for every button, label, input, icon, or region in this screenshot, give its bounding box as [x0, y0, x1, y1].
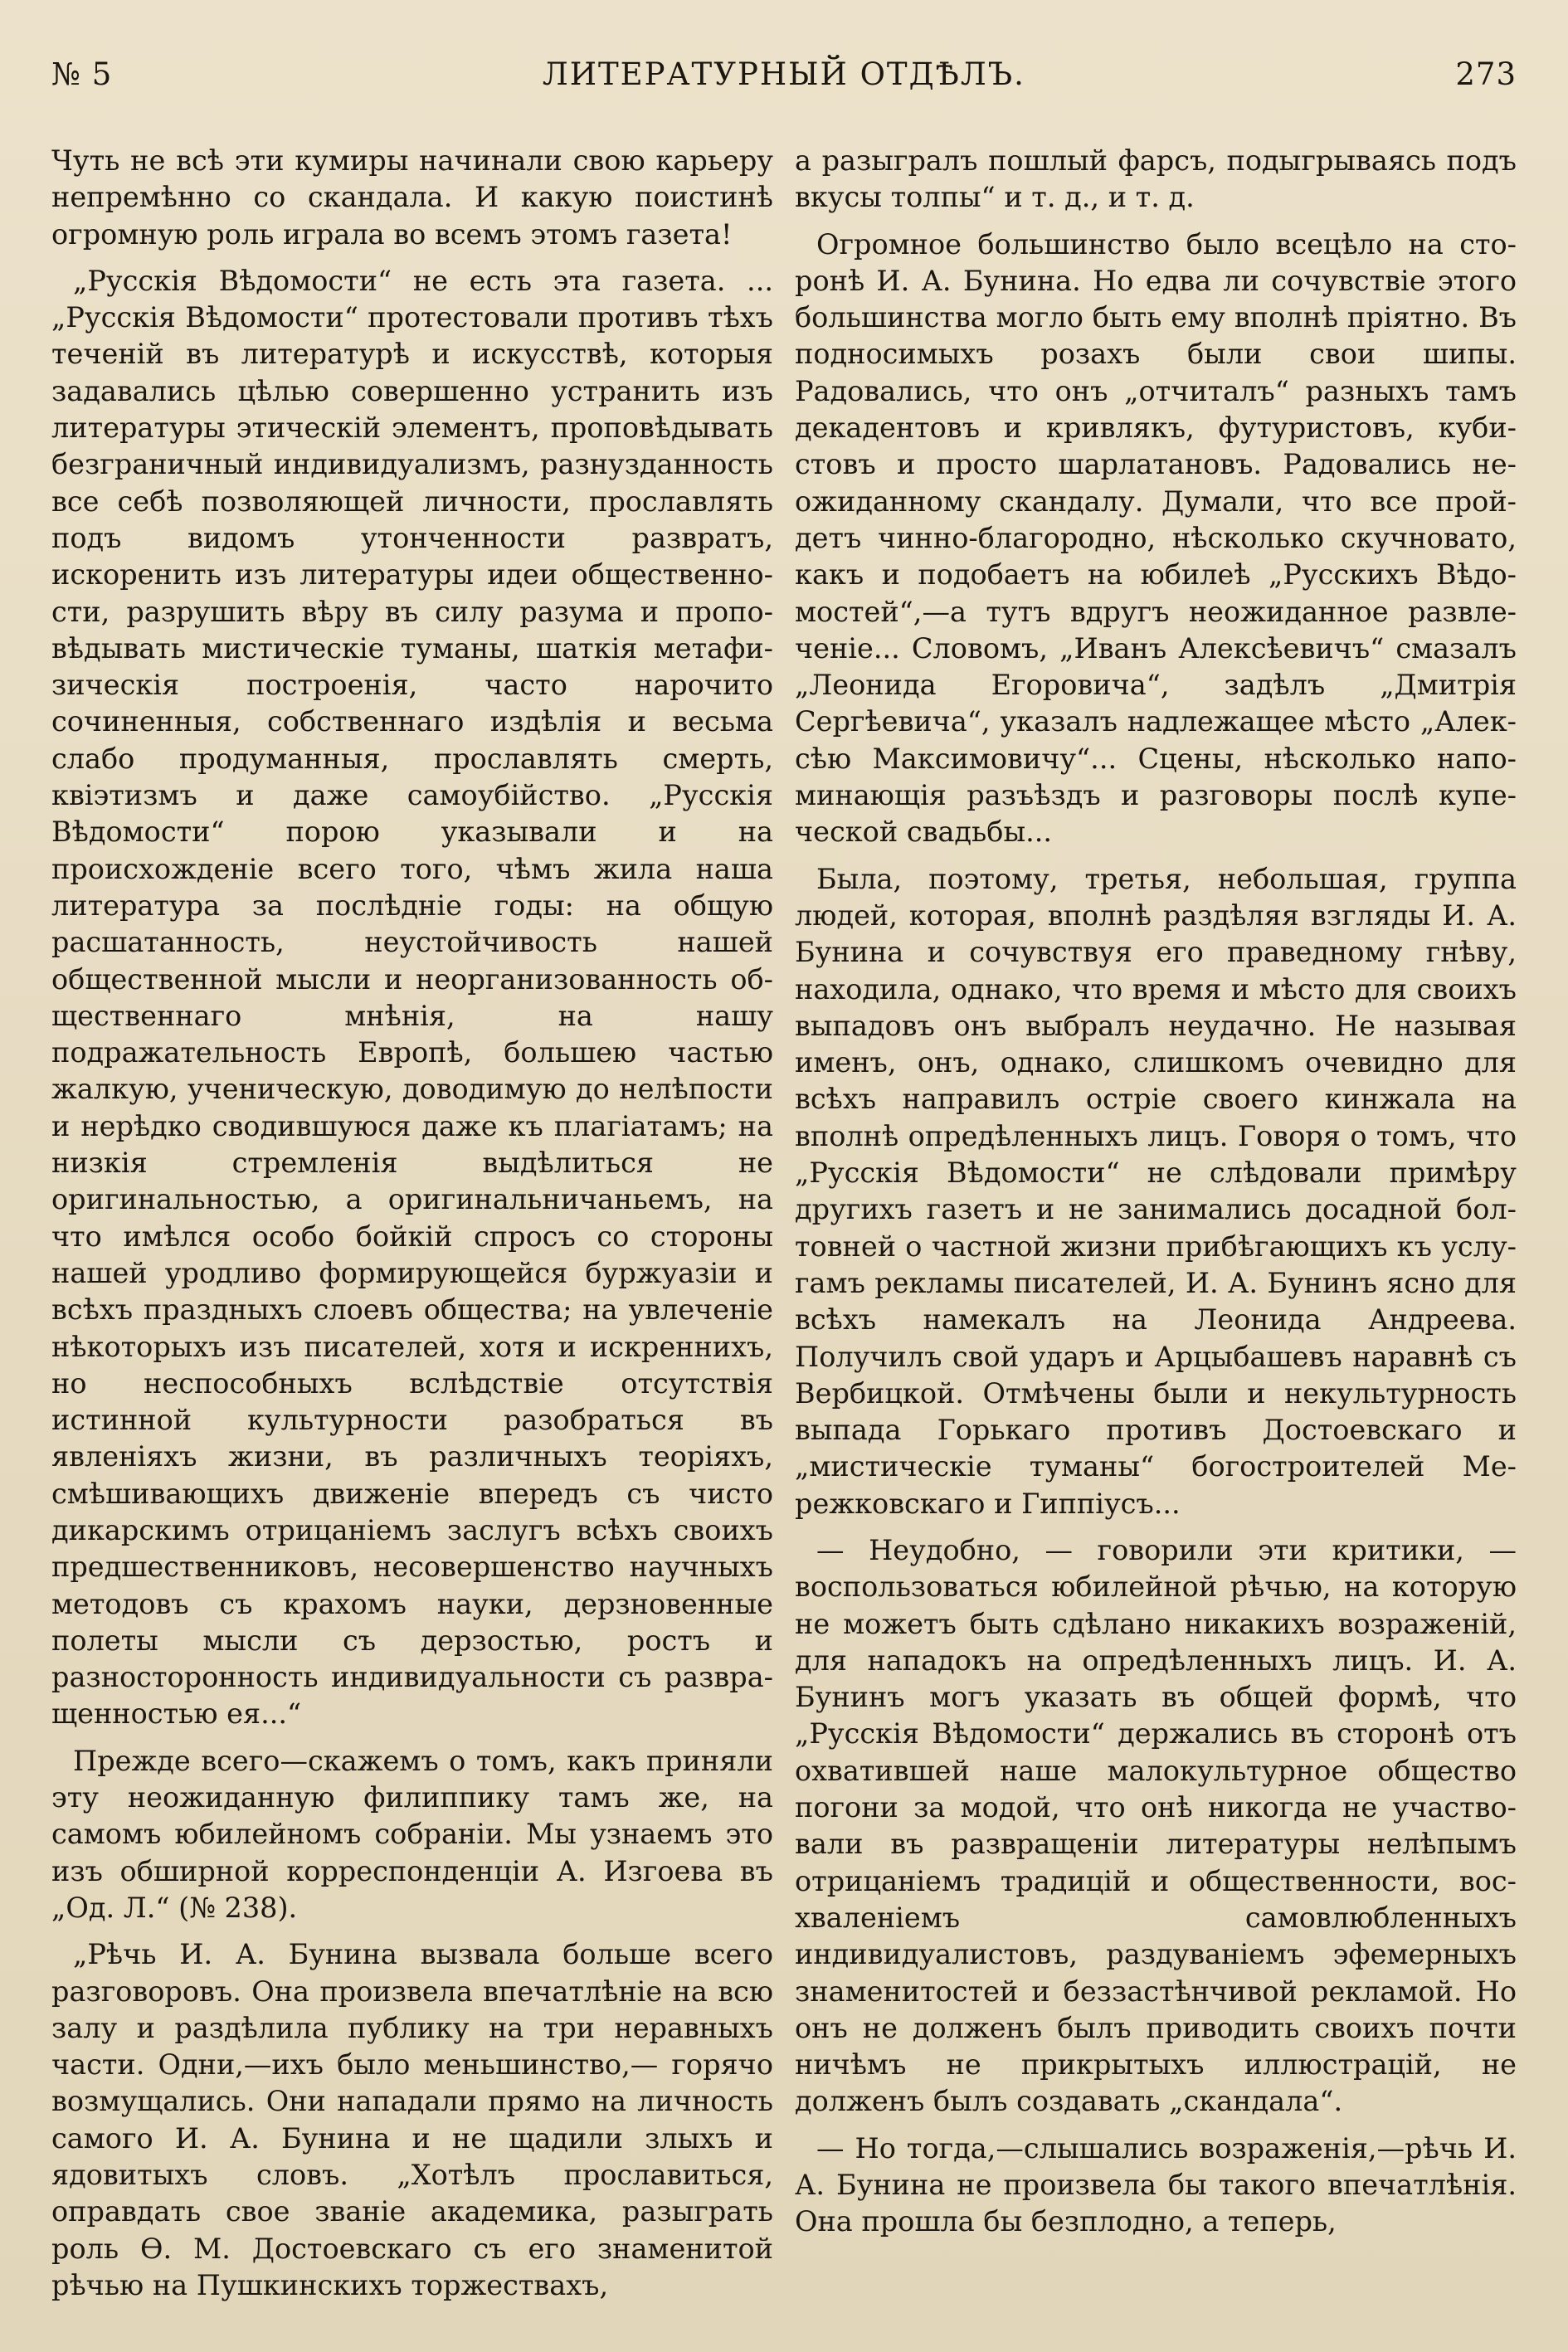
paragraph: Огромное большинство было всецѣло на сторонѣ И. А. Бунина. Но едва ли сочувствіе этого большинства могло быть ему вполнѣ пріятно. Въ подносимыхъ розахъ были свои шипы. Радовались, что онъ „отчиталъ“ разныхъ тамъ декадентовъ и кривлякъ, футуристовъ, кубистовъ и просто шарлатановъ. Радовались неожиданному скандалу. Думали, что все пройдетъ чинно-благородно, нѣсколько скучновато, какъ и подобаетъ на юбилеѣ „Русскихъ Вѣдомостей“,—а тутъ вдругъ неожиданное развлеченіе... Словомъ, „Иванъ Алексѣевичъ“ смазалъ „Леонида Егоровича“, задѣлъ „Дмитрія Сергѣевича“, указалъ надлежащее мѣсто „Алексѣю Максимовичу“... Сцены, нѣсколько напоминающія разъѣздъ и разговоры послѣ купеческой свадьбы...: [795, 227, 1517, 849]
page-header: [51, 56, 1517, 114]
left-column: [51, 143, 773, 2314]
paragraph: — Но тогда,—слышались возраженія,—рѣчь И. А. Бунина не произвела бы такого впечатлѣнія. Она прошла бы безплодно, а теперь,: [795, 2131, 1517, 2238]
text-columns: [51, 143, 1517, 2314]
paragraph: Была, поэтому, третья, небольшая, группа людей, которая, вполнѣ раздѣляя взгляды И. А. Бунина и сочувствуя его праведному гнѣву, находила, однако, что время и мѣсто для своихъ выпадовъ онъ выбралъ неудачно. Не называя именъ, онъ, однако, слишкомъ очевидно для всѣхъ направилъ остріе своего кинжала на вполнѣ опредѣленныхъ лицъ. Говоря о томъ, что „Русскія Вѣдомости“ не слѣдовали примѣру другихъ газетъ и не занимались досадной болтовней о частной жизни прибѣгающихъ къ услугамъ рекламы писателей, И. А. Бунинъ ясно для всѣхъ намекалъ на Леонида Андреева. Получилъ свой ударъ и Арцыбашевъ наравнѣ съ Вербицкой. Отмѣчены были и некультурность выпада Горькаго противъ Достоевскаго и „мистическіе туманы“ богостроителей Мережковскаго и Гиппіусъ...: [795, 862, 1517, 1520]
paragraph: „Русскія Вѣдомости“ не есть эта газета. ...„Русскія Вѣдомости“ протестовали противъ тѣхъ теченій въ литературѣ и искусствѣ, которыя задавались цѣлью совершенно устранить изъ литературы этическій элементъ, проповѣдывать безграничный индивидуализмъ, разнузданность все себѣ позволяющей личности, прославлять подъ видомъ утонченности развратъ, искоренить изъ литературы идеи общественности, разрушить вѣру въ силу разума и проповѣдывать мистическіе туманы, шаткія метафизическія построенія, часто нарочито сочиненныя, собственнаго издѣлія и весьма слабо продуманныя, прославлять смерть, квіэтизмъ и даже самоубійство. „Русскія Вѣдомости“ порою указывали и на происхожденіе всего того, чѣмъ жила наша литература за послѣдніе годы: на общую расшатанность, неустойчивость нашей общественной мысли и неорганизованность общественнаго мнѣнія, на нашу подражательность Европѣ, большею частью жалкую, ученическую, доводимую до нелѣпости и нерѣдко сводившуюся даже къ плагіатамъ; на низкія стремленія выдѣлиться не оригинальностью, а оригинальничаньемъ, на что имѣлся особо бойкій спросъ со стороны нашей уродливо формирующейся буржуазіи и всѣхъ праздныхъ слоевъ общества; на увлеченіе нѣкоторыхъ изъ писателей, хотя и искреннихъ, но неспособныхъ вслѣдствіе отсутствія истинной культурности разобраться въ явленіяхъ жизни, въ различныхъ теоріяхъ, смѣшивающихъ движеніе впередъ съ чисто дикарскимъ отрицаніемъ заслугъ всѣхъ своихъ предшественниковъ, несовершенство научныхъ методовъ съ крахомъ науки, дерзновенные полеты мысли съ дерзостью, ростъ и разносторонность индивидуальности съ развращенностью ея...“: [51, 264, 773, 1731]
paragraph: Прежде всего—скажемъ о томъ, какъ приняли эту неожиданную филиппику тамъ же, на самомъ юбилейномъ собраніи. Мы узнаемъ это изъ обширной корреспонденціи А. Изгоева въ „Од. Л.“ (№ 238).: [51, 1744, 773, 1924]
paragraph: — Неудобно, — говорили эти критики, — воспользоваться юбилейной рѣчью, на которую не можетъ быть сдѣлано никакихъ возраженій, для нападокъ на опредѣленныхъ лицъ. И. А. Бунинъ могъ указать въ общей формѣ, что „Русскія Вѣдомости“ держались въ сторонѣ отъ охватившей наше малокультурное общество погони за модой, что онѣ никогда не участвовали въ развращеніи литературы нелѣпымъ отрицаніемъ традицій и общественности, восхваленіемъ самовлюбленныхъ индивидуалистовъ, раздуваніемъ эфемерныхъ знаменитостей и беззастѣнчивой рекламой. Но онъ не долженъ былъ приводить своихъ почти ничѣмъ не прикрытыхъ иллюстрацій, не долженъ былъ создавать „скандала“.: [795, 1533, 1517, 2118]
issue-number: № 5: [51, 56, 113, 92]
section-title: ЛИТЕРАТУРНЫЙ ОТДѢЛЪ.: [542, 56, 1025, 92]
paragraph: а разыгралъ пошлый фарсъ, подыгрываясь подъ вкусы толпы“ и т. д., и т. д.: [795, 144, 1517, 214]
right-column: [795, 143, 1517, 2314]
paragraph: „Рѣчь И. А. Бунина вызвала больше всего разговоровъ. Она произвела впечатлѣніе на всю залу и раздѣлила публику на три неравныхъ части. Одни,—ихъ было меньшинство,— горячо возмущались. Они нападали прямо на личность самого И. А. Бунина и не щадили злыхъ и ядовитыхъ словъ. „Хотѣлъ прославиться, оправдать свое званіе академика, разыграть роль Ѳ. М. Достоевскаго съ его знаменитой рѣчью на Пушкинскихъ торжествахъ,: [51, 1938, 773, 2301]
page-number: 273: [1455, 56, 1517, 92]
paragraph: Чуть не всѣ эти кумиры начинали свою карьеру непремѣнно со скандала. И какую поистинѣ огромную роль играла во всемъ этомъ газета!: [51, 144, 773, 251]
